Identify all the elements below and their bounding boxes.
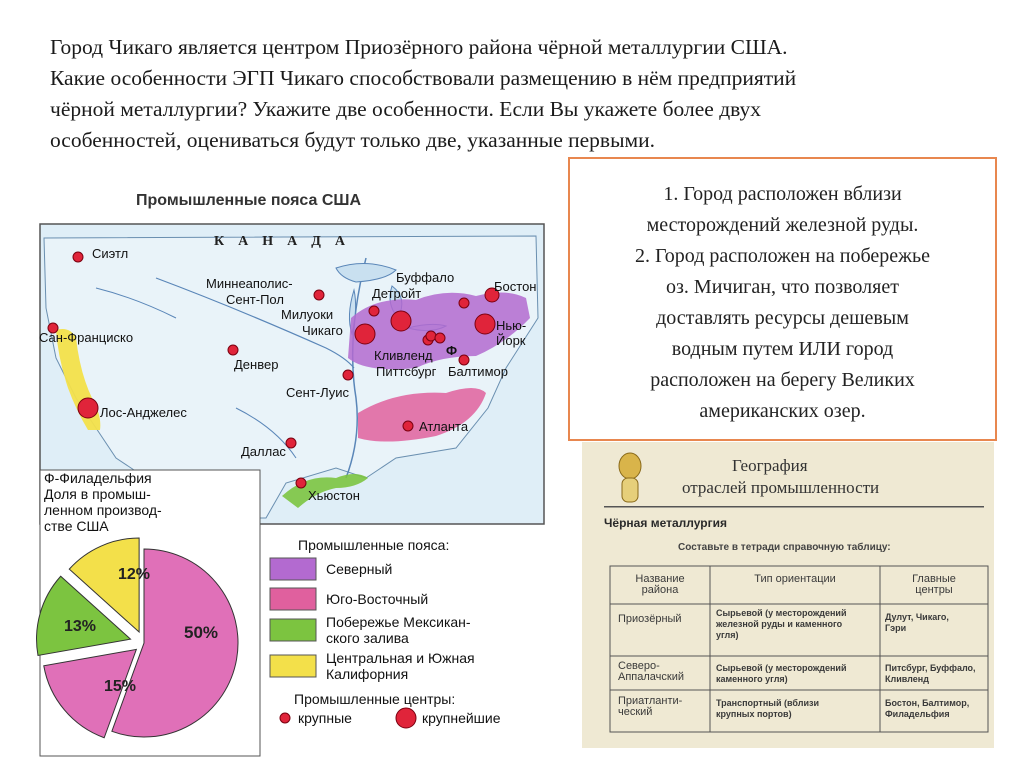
cell-line: Питсбург, Буффало, (885, 663, 976, 673)
pie-title-line: ленном производ- (44, 502, 162, 518)
cell-line: ческий (618, 706, 653, 718)
pie-chart-title (44, 470, 162, 534)
cell-line: Бостон, Балтимор, (885, 698, 970, 708)
city-label-cleveland: Кливленд (374, 348, 433, 363)
answer-box (568, 157, 997, 441)
minneapolis-marker (314, 290, 324, 300)
legend-label-line: Калифорния (326, 666, 409, 682)
textbook-title: География (732, 456, 808, 475)
city-label-detroit: Детройт (372, 286, 422, 301)
cell-line: Транспортный (вблизи (716, 698, 819, 708)
pie-label-50: 50% (184, 623, 219, 642)
legend-swatch-northern (270, 558, 316, 580)
cell-line: Аппалачский (618, 671, 684, 683)
table-row-region (618, 696, 682, 718)
city-label-saintpaul: Сент-Пол (226, 292, 284, 307)
city-label-baltimore: Балтимор (448, 364, 508, 379)
city-label-philadelphia: Ф (446, 343, 458, 358)
answer-line: 1. Город расположен вблизи (663, 183, 902, 205)
city-label-dallas: Даллас (241, 444, 286, 459)
city-label-buffalo: Буффало (396, 270, 455, 285)
pie-title-line: Доля в промыш- (44, 486, 151, 502)
pie-label-15: 15% (104, 678, 137, 695)
legend-swatch-southeastern (270, 588, 316, 610)
textbook-excerpt (582, 442, 994, 748)
textbook-section: Чёрная металлургия (604, 516, 727, 530)
cell-line: каменного угля) (716, 674, 788, 684)
pie-title-line: стве США (44, 518, 109, 534)
country-label-canada: КАНАДА (214, 234, 360, 249)
legend-label-northern: Северный (326, 561, 393, 577)
cell-line: крупных портов) (716, 709, 792, 719)
losangeles-marker (78, 398, 98, 418)
header-line: Тип ориентации (754, 573, 836, 585)
city-label-pittsburgh: Питтсбург (376, 364, 437, 379)
atlanta-marker (403, 421, 413, 431)
table-row-centers (885, 663, 976, 685)
city-label-chicago: Чикаго (302, 323, 343, 338)
figure-head-icon (619, 453, 641, 479)
header-line: Главные (912, 573, 956, 585)
map-title: Промышленные пояса США (136, 192, 362, 209)
cell-line: Кливленд (885, 674, 929, 684)
answer-line: доставлять ресурсы дешевым (656, 307, 909, 329)
table-row-centers (885, 698, 969, 720)
question-line: чёрной металлургии? Укажите две особенности. Если Вы укажете более двух (50, 97, 762, 121)
question-line: Какие особенности ЭГП Чикаго способствовали размещению в нём предприятий (50, 66, 797, 90)
cell-line: Приатланти- (618, 695, 683, 707)
legend-large-marker (280, 713, 290, 723)
table-row-region: Приозёрный (618, 613, 682, 625)
pie-label-13: 13% (64, 618, 97, 635)
cell-line: Гэри (885, 623, 907, 633)
city-label-denver: Денвер (234, 357, 279, 372)
table-header-centers (880, 574, 988, 596)
cell-line: Филадельфия (885, 709, 950, 719)
city-label-atlanta: Атланта (419, 419, 469, 434)
cell-line: Северо- (618, 660, 660, 672)
industrial-belts-map (36, 178, 548, 758)
table-header-type (710, 574, 880, 585)
dallas-marker (286, 438, 296, 448)
cell-line: Дулут, Чикаго, (885, 612, 949, 622)
table-row-centers (885, 612, 949, 634)
legend-largest-marker (396, 708, 416, 728)
question-line: Город Чикаго является центром Приозёрного района чёрной металлургии США. (50, 35, 788, 59)
legend-label-california (326, 650, 475, 682)
answer-line: водным путем ИЛИ город (671, 338, 894, 360)
legend-label-southeastern: Юго-Восточный (326, 591, 429, 607)
legend-swatch-california (270, 655, 316, 677)
city-label-newyork: Нью- (496, 318, 527, 333)
cell-line: Сырьевой (у месторождений (716, 608, 847, 618)
legend-swatch-gulf (270, 619, 316, 641)
legend-label-line: Центральная и Южная (326, 650, 475, 666)
milwaukee-marker (369, 306, 379, 316)
city-label-houston: Хьюстон (308, 488, 360, 503)
header-line: Название (635, 573, 685, 585)
header-line: района (641, 584, 679, 596)
city-label-sanfrancisco: Сан-Франциско (39, 330, 134, 345)
question-text (50, 32, 980, 156)
city-label-losangeles: Лос-Анджелес (100, 405, 187, 420)
answer-line: американских озер. (699, 400, 866, 422)
legend-label-line: ского залива (326, 630, 409, 646)
denver-marker (228, 345, 238, 355)
textbook-instruction: Составьте в тетради справочную таблицу: (678, 542, 891, 553)
stlouis-marker (343, 370, 353, 380)
table-row-type (716, 698, 819, 720)
table-row-region (618, 661, 684, 683)
centers-label-largest: крупнейшие (422, 710, 501, 726)
seattle-marker (73, 252, 83, 262)
legend-label-line: Побережье Мексикан- (326, 614, 471, 630)
houston-marker (296, 478, 306, 488)
cell-line: угля) (716, 630, 739, 640)
textbook-subtitle: отраслей промышленности (682, 478, 880, 497)
chicago-marker (355, 324, 375, 344)
buffalo-marker (459, 298, 469, 308)
city-label-boston: Бостон (494, 279, 537, 294)
answer-line: расположен на берегу Великих (650, 369, 915, 391)
city-label-seattle: Сиэтл (92, 246, 129, 261)
detroit-marker (391, 311, 411, 331)
answer-line: оз. Мичиган, что позволяет (666, 276, 899, 298)
city-label-minneapolis: Миннеаполис- (206, 276, 293, 291)
pittsburgh-marker (426, 331, 436, 341)
header-line: центры (915, 584, 953, 596)
legend-label-gulf (326, 614, 471, 646)
cell-line: Сырьевой (у месторождений (716, 663, 847, 673)
philadelphia-marker (435, 333, 445, 343)
answer-line: месторождений железной руды. (646, 214, 919, 236)
centers-legend-title: Промышленные центры: (294, 691, 456, 707)
city-label-newyork-2: Йорк (496, 333, 526, 348)
answer-line: 2. Город расположен на побережье (635, 245, 930, 267)
pie-title-line: Ф-Филадельфия (44, 470, 152, 486)
question-line: особенностей, оцениваться будут только две, указанные первыми. (50, 128, 656, 152)
cell-line: железной руды и каменного (716, 619, 843, 629)
table-row-type (716, 608, 846, 641)
table-row-type (716, 663, 846, 685)
figure-body-icon (622, 478, 638, 502)
legend-title: Промышленные пояса: (298, 537, 450, 553)
centers-label-large: крупные (298, 710, 352, 726)
city-label-milwaukee: Милуоки (281, 307, 334, 322)
city-label-stlouis: Сент-Луис (286, 385, 350, 400)
newyork-marker (475, 314, 495, 334)
pie-label-12: 12% (118, 566, 151, 583)
table-header-region (610, 574, 710, 596)
